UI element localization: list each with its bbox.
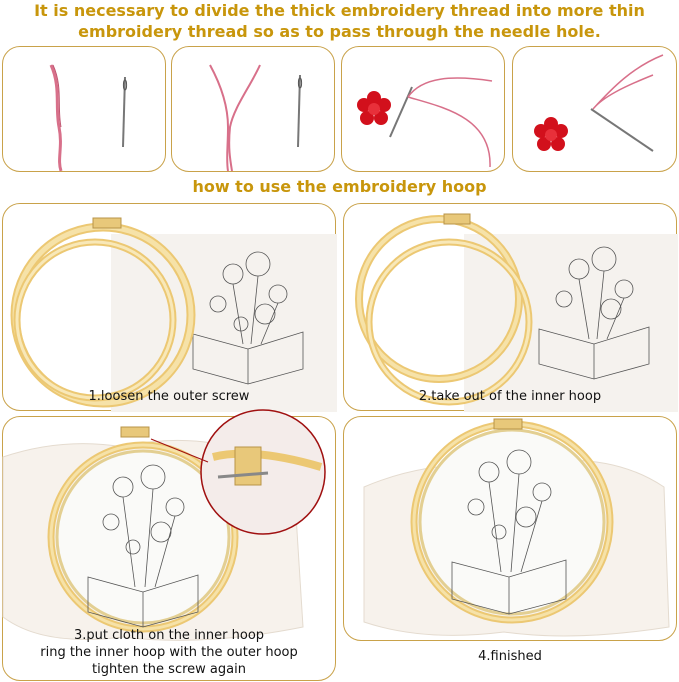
thread-instruction-line-1: It is necessary to divide the thick embroidery thread into more thin (34, 1, 645, 20)
step-3-caption-line-3: tighten the screw again (92, 662, 246, 677)
step-1-caption: 1.loosen the outer screw (88, 389, 250, 404)
thread-panel-2 (171, 46, 335, 172)
step-3-caption-line-1: 3.put cloth on the inner hoop (73, 628, 265, 643)
remove-inner-hoop-image (344, 204, 678, 412)
loosen-screw-image (3, 204, 337, 412)
finished-hoop-image (344, 417, 678, 642)
thread-instruction-line-2: embroidery thread so as to pass through the needle hole. (78, 22, 601, 41)
step-4-caption: 4.finished (478, 649, 542, 664)
threading-needle-image (342, 47, 506, 173)
hoop-section-heading: how to use the embroidery hoop (192, 177, 487, 196)
step-3-panel (2, 416, 336, 681)
thick-thread-and-needle-image (3, 47, 167, 173)
step-1-panel (2, 203, 336, 411)
step-2-panel (343, 203, 677, 411)
thread-panel-4 (512, 46, 677, 172)
step-2-caption: 2.take out of the inner hoop (418, 389, 602, 404)
threaded-needle-image (513, 47, 678, 173)
thread-panel-3 (341, 46, 505, 172)
thread-panel-1 (2, 46, 166, 172)
step-3-caption-line-2: ring the inner hoop with the outer hoop (40, 645, 298, 660)
step-4-panel (343, 416, 677, 664)
split-thread-and-needle-image (172, 47, 336, 173)
